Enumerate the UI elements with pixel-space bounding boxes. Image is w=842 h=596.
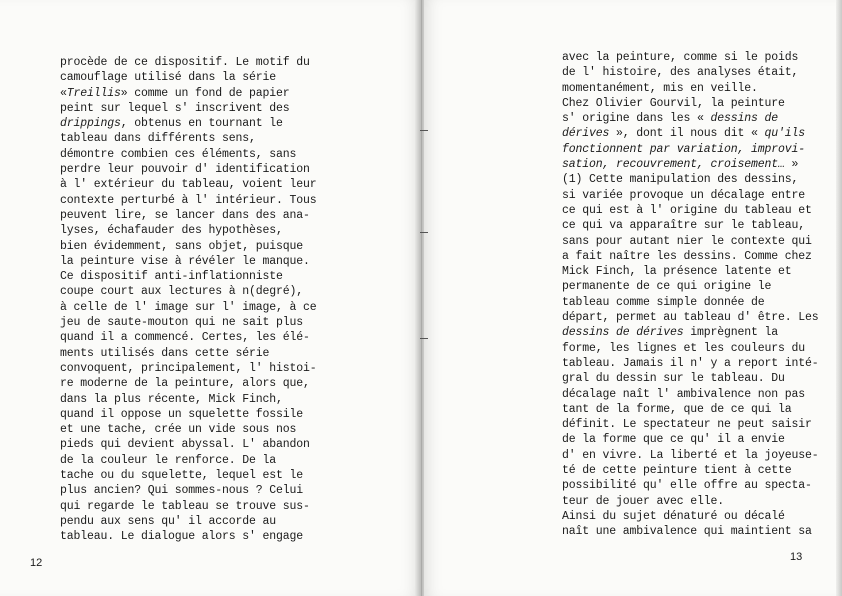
text-run: gral du dessin sur le tableau. Du	[562, 372, 785, 386]
text-run: Ce dispositif anti-inflationniste	[60, 270, 283, 284]
text-run: Treillis	[66, 86, 121, 100]
text-line	[60, 361, 317, 376]
text-run: tableau dans différents sens,	[60, 132, 256, 146]
text-run: à l' extérieur du tableau, voient leur	[60, 178, 317, 192]
text-line	[562, 524, 812, 539]
text-run: à celle de l' image sur l' image, à ce	[60, 300, 317, 314]
text-run: »	[784, 158, 799, 172]
text-line	[562, 249, 812, 264]
text-line	[562, 509, 792, 524]
text-line	[60, 499, 310, 514]
text-run: perdre leur pouvoir d' identification	[60, 163, 310, 177]
text-line	[562, 203, 812, 218]
text-line	[562, 478, 812, 493]
text-line	[60, 392, 300, 407]
text-run: jeu de saute-mouton qui ne sait plus	[60, 316, 304, 330]
text-run: camouflage utilisé dans la série	[60, 71, 277, 85]
text-line	[562, 279, 792, 294]
text-line	[60, 529, 304, 544]
text-line	[562, 96, 792, 111]
text-line	[60, 55, 310, 70]
page-number-left: 12	[30, 557, 43, 569]
text-run: a fait naître les dessins. Comme chez	[562, 249, 812, 263]
text-run: sation, recouvrement, croisement…	[562, 158, 785, 172]
text-line	[60, 254, 310, 269]
text-line	[60, 101, 300, 116]
text-run: s' origine dans les «	[562, 112, 711, 126]
text-run: démontre combien ces éléments, sans	[60, 147, 297, 161]
text-line	[60, 86, 300, 101]
text-run: avec la peinture, comme si le poids	[562, 51, 799, 64]
text-run: dessins de dérives	[562, 326, 684, 340]
text-line	[562, 417, 812, 432]
page-number-right: 13	[790, 551, 803, 563]
text-run: re moderne de la peinture, alors que,	[60, 377, 310, 391]
text-run: » comme un fond de papier	[120, 86, 290, 100]
text-line	[60, 514, 300, 529]
text-run: de l' histoire, des analyses était,	[562, 66, 799, 80]
text-line	[60, 193, 317, 208]
text-run: permanente de ce qui origine le	[562, 280, 772, 294]
text-run: ments utilisés dans cette série	[60, 346, 270, 360]
text-line	[60, 346, 300, 361]
text-line	[60, 453, 300, 468]
text-run: ce qui va apparaître sur le tableau,	[562, 219, 806, 233]
text-run: naît une ambivalence qui maintient sa	[562, 525, 812, 539]
text-run: tableau. Le dialogue alors s' engage	[60, 530, 304, 544]
text-line	[562, 387, 806, 402]
page-edge	[836, 0, 842, 596]
text-line	[562, 356, 819, 371]
text-run: imprègnent la	[683, 326, 779, 340]
text-line	[60, 422, 300, 437]
text-line	[562, 463, 792, 478]
text-run: si variée provoque un décalage entre	[562, 188, 806, 202]
text-run: Mick Finch, la présence latente et	[562, 265, 792, 279]
text-run: plus ancien? Qui sommes-nous ? Celui	[60, 484, 304, 498]
text-line	[562, 81, 792, 96]
text-line	[60, 223, 300, 238]
text-run: », dont il nous dit «	[609, 127, 765, 141]
text-line	[562, 157, 799, 172]
text-line	[562, 295, 792, 310]
text-line	[60, 330, 310, 345]
text-line	[60, 177, 317, 192]
text-run: tableau. Jamais il n' y a report inté-	[562, 356, 819, 370]
text-run: ce qui est à l' origine du tableau et	[562, 203, 812, 217]
text-run: pieds qui devient abyssal. L' abandon	[60, 438, 310, 452]
text-line	[562, 126, 806, 141]
text-run: de la couleur le renforce. De la	[60, 453, 277, 467]
text-run: bien évidemment, sans objet, puisque	[60, 239, 304, 253]
text-run: , obtenus en tournant le	[120, 117, 283, 131]
text-run: (1) Cette manipulation des dessins,	[562, 173, 799, 187]
left-page	[0, 0, 419, 596]
text-run: Ainsi du sujet dénaturé ou décalé	[562, 509, 785, 523]
text-line	[562, 371, 792, 386]
text-line	[562, 142, 806, 157]
text-run: définit. Le spectateur ne peut saisir	[562, 418, 812, 432]
text-run: Chez Olivier Gourvil, la peinture	[562, 96, 785, 110]
text-line	[562, 50, 799, 65]
text-line	[60, 239, 304, 254]
text-line	[60, 131, 300, 146]
text-run: la peinture vise à révéler le manque.	[60, 254, 310, 268]
left-page-text	[60, 55, 317, 545]
text-run: procède de ce dispositif. Le motif du	[60, 56, 310, 69]
text-run: peuvent lire, se lancer dans des ana-	[60, 208, 310, 222]
text-run: tache ou du squelette, lequel est le	[60, 469, 304, 483]
text-run: sans pour autant nier le contexte qui	[562, 234, 812, 248]
text-run: fonctionnent par variation, improvi-	[562, 142, 806, 156]
text-line	[60, 147, 300, 162]
text-run: té de cette peinture tient à cette	[562, 464, 792, 478]
text-run: dérives	[562, 127, 610, 141]
text-line	[562, 494, 792, 509]
text-line	[60, 315, 304, 330]
text-line	[562, 448, 819, 463]
text-line	[60, 269, 300, 284]
text-line	[562, 65, 799, 80]
text-run: tant de la forme, que de ce qui la	[562, 402, 792, 416]
text-run: tableau comme simple donnée de	[562, 295, 765, 309]
text-run: décalage naît l' ambivalence non pas	[562, 387, 806, 401]
text-run: possibilité qu' elle offre au specta-	[562, 479, 812, 493]
text-run: quand il a commencé. Certes, les élé-	[60, 331, 310, 345]
text-run: quand il oppose un squelette fossile	[60, 407, 304, 421]
text-line	[60, 70, 300, 85]
text-line	[562, 172, 799, 187]
text-line	[562, 325, 792, 340]
text-line	[60, 376, 310, 391]
text-line	[562, 432, 792, 447]
text-run: dessins de	[710, 112, 779, 126]
text-run: momentanément, mis en veille.	[562, 81, 758, 95]
text-line	[60, 300, 317, 315]
text-run: pendu aux sens qu' il accorde au	[60, 514, 277, 528]
gutter-mark	[420, 232, 428, 233]
text-line	[60, 284, 304, 299]
text-run: drippings	[60, 117, 121, 131]
text-line	[60, 407, 304, 422]
text-line	[562, 310, 819, 325]
text-run: contexte perturbé à l' intérieur. Tous	[60, 193, 317, 207]
text-line	[60, 468, 304, 483]
text-line	[562, 264, 792, 279]
gutter-mark	[420, 130, 428, 131]
text-line	[562, 111, 792, 126]
right-page-text	[562, 50, 819, 540]
text-run: départ, permet au tableau d' être. Les	[562, 311, 819, 325]
text-line	[562, 402, 792, 417]
text-line	[562, 188, 806, 203]
text-run: qui regarde le tableau se trouve sus-	[60, 499, 310, 513]
text-run: d' en vivre. La liberté et la joyeuse-	[562, 448, 819, 462]
gutter-mark	[420, 338, 428, 339]
text-run: de la forme que ce qu' il a envie	[562, 433, 785, 447]
text-line	[60, 437, 310, 452]
text-run: qu'ils	[764, 127, 806, 141]
text-line	[60, 162, 310, 177]
text-line	[562, 218, 806, 233]
text-run: convoquent, principalement, l' histoi-	[60, 361, 317, 375]
text-line	[60, 483, 304, 498]
text-run: peint sur lequel s' inscrivent des	[60, 101, 290, 115]
text-run: forme, les lignes et les couleurs du	[562, 341, 806, 355]
text-run: et une tache, crée un vide sous nos	[60, 423, 297, 437]
right-page	[424, 0, 842, 596]
text-line	[60, 116, 300, 131]
text-run: «	[60, 86, 67, 100]
text-run: teur de jouer avec elle.	[562, 494, 725, 508]
text-run: dans la plus récente, Mick Finch,	[60, 392, 283, 406]
text-line	[562, 234, 812, 249]
text-line	[562, 341, 806, 356]
text-run: coupe court aux lectures à n(degré),	[60, 285, 304, 299]
text-line	[60, 208, 310, 223]
text-run: lyses, échafauder des hypothèses,	[60, 224, 283, 238]
